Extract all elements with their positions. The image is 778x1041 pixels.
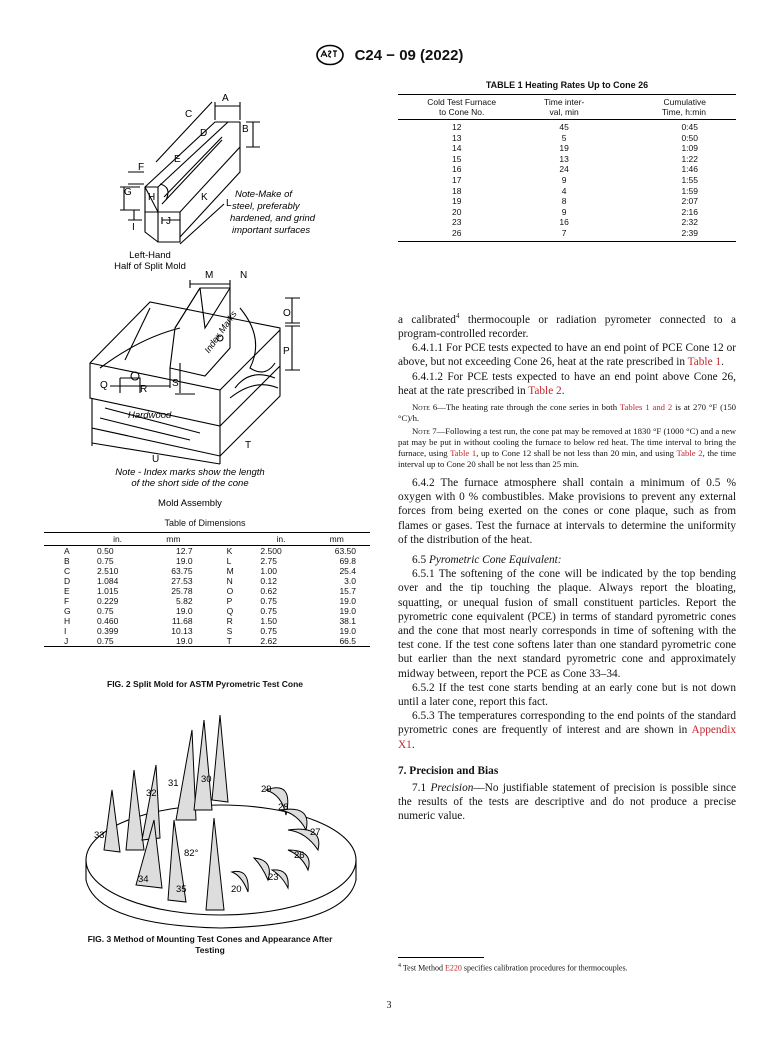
dims-cell: O xyxy=(226,586,234,596)
dims-cell: N xyxy=(226,576,233,586)
mold-assembly-drawing xyxy=(80,268,320,512)
dims-cell: I xyxy=(64,626,67,636)
dim-label-d: D xyxy=(200,128,208,139)
table1-cell: 19 xyxy=(452,196,462,207)
table1-cell: 24 xyxy=(559,164,569,175)
fig3-caption-line1: FIG. 3 Method of Mounting Test Cones and Appearance After xyxy=(87,934,333,944)
dim-label-o: O xyxy=(283,308,291,319)
dim-label-f: F xyxy=(138,162,145,173)
table1 xyxy=(398,94,736,242)
table1-cell: 8 xyxy=(561,196,567,207)
e220-link[interactable]: E220 xyxy=(444,963,462,973)
paragraph-6-5 xyxy=(398,553,736,567)
note-6 xyxy=(398,402,736,424)
fig2-caption: FIG. 2 Split Mold for ASTM Pyrometric Test Cone xyxy=(107,679,303,689)
dims-cell: H xyxy=(64,616,71,626)
table1-row xyxy=(398,154,736,165)
dims-cell: 12.7 xyxy=(176,546,193,556)
cone-number-23: 23 xyxy=(268,872,279,883)
dims-cell: C xyxy=(64,566,71,576)
cone-number-29: 29 xyxy=(261,784,272,795)
body-text-column xyxy=(398,309,736,824)
note-make-line1: Note-Make of xyxy=(235,189,293,200)
dims-header xyxy=(207,533,259,546)
dims-cell: 0.229 xyxy=(97,596,119,606)
dims-cell: L xyxy=(226,556,232,566)
hardwood-label: Hardwood xyxy=(128,410,172,421)
dim-label-b: B xyxy=(242,124,249,135)
dims-cell: 3.0 xyxy=(344,576,356,586)
designation: C24 − 09 (2022) xyxy=(354,46,464,64)
dims-cell: 0.62 xyxy=(260,586,277,596)
table1-cell: 9 xyxy=(561,206,567,217)
dims-cell: 1.50 xyxy=(260,616,277,626)
table1-cell: 0:45 xyxy=(681,122,698,132)
astm-logo-icon xyxy=(315,44,345,66)
footnote xyxy=(398,963,736,973)
paragraph-6-5-1: 6.5.1 The softening of the cone will be indicated by the top bending over and the tip touching the plaque. Always report the bloating, squatting, or unequal fusion of small constituent particles. Report the pyrometric cone equivalent (PCE) in terms of standard pyrometric cones and the cone that most nearly corresponds in time of softening with the test cone. If the test cone softens later than one standard pyrometric cone but earlier than the next standard pyrometric cone and approximately midway between, report the PCE as Cone 33–34. xyxy=(398,568,736,680)
dims-cell: K xyxy=(226,546,233,556)
dim-label-r: R xyxy=(140,384,148,395)
table1-cell: 13 xyxy=(452,132,462,143)
table1-header xyxy=(398,95,525,120)
note-make-line2: steel, preferably xyxy=(232,201,300,212)
table1-row xyxy=(398,175,736,186)
note-index-line1: Note - Index marks show the length xyxy=(115,467,265,478)
text-span: 7.1 xyxy=(412,782,431,795)
paragraph-calibrated xyxy=(398,309,736,341)
note-label: Note 6 xyxy=(412,401,438,412)
text-span: 6.5 xyxy=(412,554,429,566)
table1-cell: 18 xyxy=(452,185,462,196)
dims-cell: 5.82 xyxy=(176,596,193,606)
table1-row xyxy=(398,186,736,197)
table1-cell: 23 xyxy=(452,217,462,228)
table1-cell: 45 xyxy=(559,122,569,132)
dims-cell: 0.75 xyxy=(260,606,277,616)
dims-row xyxy=(44,596,370,606)
dims-cell: E xyxy=(64,586,70,596)
table1-row xyxy=(398,196,736,207)
dims-cell: Q xyxy=(226,606,234,616)
dims-cell: 38.1 xyxy=(339,616,356,626)
table1-row xyxy=(398,120,736,133)
table2-link[interactable]: Table 2 xyxy=(676,447,703,458)
left-hand-caption-1: Left-Hand xyxy=(129,250,171,261)
dims-cell: 63.75 xyxy=(171,566,193,576)
cone-angle-82: 82° xyxy=(184,848,199,859)
dims-cell: 15.7 xyxy=(339,586,356,596)
table1-cell: 2:16 xyxy=(681,206,698,217)
note-index-line2: of the short side of the cone xyxy=(131,478,249,489)
dims-row xyxy=(44,546,370,557)
paragraph-6-4-1-2 xyxy=(398,370,736,398)
text-span: 6.4.1.1 For PCE tests expected to have an end point of PCE Cone 12 or above, but not exceeding Cone 26, heat at the rate prescribed in xyxy=(398,342,736,369)
dim-label-h: H xyxy=(148,192,156,203)
dims-cell: 1.015 xyxy=(97,586,119,596)
paragraph-6-4-2: 6.4.2 The furnace atmosphere shall contain a minimum of 0.5 % oxygen with 0 % combustibles. Make provisions to prevent any external forces from being exerted on the cones or cone plaque, such as from flames or gases. Test the furnace at intervals to determine the uniformity of the distribution of the heat. xyxy=(398,476,736,546)
table1-cell: 17 xyxy=(452,174,462,185)
document-header xyxy=(0,44,778,66)
table1-cell: 12 xyxy=(452,122,462,132)
dims-header: mm xyxy=(303,533,370,546)
table1-link[interactable]: Table 1 xyxy=(450,447,477,458)
dim-label-n: N xyxy=(240,270,248,281)
index-marks-label: Index Marks xyxy=(202,308,239,355)
table1-cell: 2:07 xyxy=(681,196,698,207)
dims-cell: 19.0 xyxy=(339,596,356,606)
cone-number-32: 32 xyxy=(146,788,157,799)
cone-number-30: 30 xyxy=(201,774,212,785)
dim-label-j: J xyxy=(166,216,171,227)
table1-header-row xyxy=(398,95,736,120)
dim-label-i: I xyxy=(132,222,135,233)
table1-header xyxy=(603,95,736,120)
dims-header: mm xyxy=(140,533,206,546)
paragraph-7-1 xyxy=(398,781,736,824)
table1-cell: 13 xyxy=(559,153,569,164)
dims-cell: M xyxy=(226,566,234,576)
table1-cell: 0:50 xyxy=(681,132,698,143)
dims-cell: P xyxy=(226,596,233,606)
note-make-line4: important surfaces xyxy=(232,225,311,236)
dims-cell: 0.75 xyxy=(97,606,114,616)
cone-number-33: 33 xyxy=(94,830,105,841)
table1-cell: 14 xyxy=(452,143,462,154)
text-span: . xyxy=(561,384,565,397)
dim-label-q: Q xyxy=(100,380,108,391)
fig3-caption-line2: Testing xyxy=(195,945,225,955)
dim-label-l: L xyxy=(226,198,232,209)
dims-table-title: Table of Dimensions xyxy=(164,518,246,528)
table1-header-line: to Cone No. xyxy=(439,107,485,117)
dims-cell: 0.75 xyxy=(95,636,140,647)
dim-label-s: S xyxy=(172,378,179,389)
dims-cell: 63.50 xyxy=(334,546,356,556)
left-hand-caption-2: Half of Split Mold xyxy=(114,261,186,272)
dims-cell: B xyxy=(64,556,70,566)
table1-link[interactable]: Table 1 xyxy=(687,356,722,369)
dims-row xyxy=(44,606,370,616)
text-span: 6.4.1.2 For PCE tests expected to have an end point above Cone 26, heat at the rate prescribed in xyxy=(398,370,736,397)
paragraph-6-5-2: 6.5.2 If the test cone starts bending at an early cone but is not down until a later cone, report this fact. xyxy=(398,681,736,709)
cone-number-27: 27 xyxy=(310,827,321,838)
dim-label-e: E xyxy=(174,154,181,165)
dims-cell: 1.00 xyxy=(260,566,277,576)
text-span: Test Method xyxy=(401,963,445,973)
dims-cell: 11.68 xyxy=(171,616,193,626)
table1-cell: 5 xyxy=(561,132,567,143)
dim-label-p: P xyxy=(283,346,290,357)
dims-cell: R xyxy=(226,616,233,626)
dims-cell: 19.0 xyxy=(339,626,356,636)
text-span: thermocouple or radiation pyrometer connected to a program-controlled recorder. xyxy=(398,313,736,340)
table1-cell: 15 xyxy=(452,153,462,164)
table1-cell: 19 xyxy=(559,143,569,154)
table1-header-line: Cumulative xyxy=(663,97,706,107)
dims-row xyxy=(44,566,370,576)
dims-cell: 2.62 xyxy=(258,636,303,647)
dims-cell: 19.0 xyxy=(176,556,193,566)
table1-cell: 16 xyxy=(452,164,462,175)
dims-cell: 0.75 xyxy=(97,556,114,566)
section-title: Pyrometric Cone Equivalent: xyxy=(428,554,562,566)
dim-label-u: U xyxy=(152,454,160,465)
dims-cell: 0.50 xyxy=(97,546,114,556)
paragraph-6-5-3 xyxy=(398,709,736,752)
text-span: —The heating rate through the cone series in both xyxy=(437,401,620,412)
dims-cell: F xyxy=(64,596,70,606)
dims-cell: S xyxy=(226,626,233,636)
dims-cell: J xyxy=(44,636,95,647)
dims-cell: 10.13 xyxy=(171,626,193,636)
dims-cell: T xyxy=(207,636,259,647)
table1-cell: 1:46 xyxy=(681,164,698,175)
dim-label-g: G xyxy=(124,187,132,198)
dims-row xyxy=(44,636,370,647)
dims-row xyxy=(44,556,370,566)
dims-cell: D xyxy=(64,576,71,586)
dims-cell: 19.0 xyxy=(339,606,356,616)
dims-row xyxy=(44,576,370,586)
text-span: , up to Cone 12 shall be not less than 20 min, and using xyxy=(476,447,677,458)
dims-cell: 2.75 xyxy=(260,556,277,566)
cone-number-28: 28 xyxy=(278,802,289,813)
table1-row xyxy=(398,164,736,175)
text-span: is at 270 °F (150 °C)/h. xyxy=(398,401,737,423)
dims-cell: 19.0 xyxy=(176,606,193,616)
section-title: Precision xyxy=(430,782,474,795)
dims-cell: 0.399 xyxy=(97,626,119,636)
appendix-x1-link[interactable]: Appendix X1 xyxy=(398,724,736,751)
split-mold-drawing xyxy=(100,92,360,282)
note-make-line3: hardened, and grind xyxy=(230,213,316,224)
paragraph-6-4-1-1 xyxy=(398,341,736,369)
table1-row xyxy=(398,217,736,228)
cone-plaque-drawing xyxy=(76,710,366,932)
table1-cell: 9 xyxy=(561,174,567,185)
text-span: a calibrated xyxy=(398,313,456,326)
text-span: . xyxy=(411,738,415,751)
section-7-heading: 7. Precision and Bias xyxy=(398,764,499,777)
dims-cell: 25.4 xyxy=(339,566,356,576)
dims-header: in. xyxy=(95,533,140,546)
table1-cell: 1:22 xyxy=(681,153,698,164)
cone-number-26: 26 xyxy=(294,850,305,861)
cone-number-35: 35 xyxy=(176,884,187,895)
mold-assembly-label: Mold Assembly xyxy=(158,498,222,509)
dims-cell: A xyxy=(64,546,70,556)
dims-header xyxy=(44,533,95,546)
dims-row xyxy=(44,626,370,636)
note-label: Note 7 xyxy=(412,425,437,436)
table1-row xyxy=(398,133,736,144)
table1-cell: 1:55 xyxy=(681,174,698,185)
dims-header-row xyxy=(44,533,370,546)
dims-cell: 25.78 xyxy=(171,586,193,596)
dims-cell: 0.12 xyxy=(260,576,277,586)
dim-label-a: A xyxy=(222,93,229,104)
cone-number-20: 20 xyxy=(231,884,242,895)
fig3-caption xyxy=(40,934,380,956)
dim-label-c: C xyxy=(185,109,193,120)
table1-cell: 1:59 xyxy=(681,185,698,196)
table1-header xyxy=(525,95,603,120)
table1-cell: 20 xyxy=(452,206,462,217)
footnote-marker: 4 xyxy=(398,963,401,969)
cone-number-34: 34 xyxy=(138,874,149,885)
text-span: 6.5.3 The temperatures corresponding to the end points of the standard pyrometric cones are frequently of interest and are shown in xyxy=(398,710,736,737)
table1-cell: 7 xyxy=(525,228,603,241)
dims-cell: 0.75 xyxy=(260,626,277,636)
note-7 xyxy=(398,426,736,470)
dims-cell: 66.5 xyxy=(303,636,370,647)
footnote-rule xyxy=(398,957,484,958)
cone-number-31: 31 xyxy=(168,778,179,789)
dims-table xyxy=(44,532,370,647)
dims-header: in. xyxy=(258,533,303,546)
table1-cell: 1:09 xyxy=(681,143,698,154)
table1-row xyxy=(398,207,736,218)
tables-link[interactable]: Tables 1 and 2 xyxy=(619,401,673,412)
dims-cell: 69.8 xyxy=(339,556,356,566)
dims-cell: 0.75 xyxy=(260,596,277,606)
dims-cell: 19.0 xyxy=(140,636,206,647)
table1-title: TABLE 1 Heating Rates Up to Cone 26 xyxy=(485,80,649,90)
dim-label-k: K xyxy=(201,192,208,203)
dim-label-m: M xyxy=(205,270,214,281)
table1-header-line: Cold Test Furnace xyxy=(427,97,497,107)
page-number: 3 xyxy=(386,1000,392,1011)
footnote-ref[interactable]: 4 xyxy=(455,312,460,320)
text-span: , the time interval up to Cone 20 shall be not less than 25 min. xyxy=(398,447,736,469)
table2-link[interactable]: Table 2 xyxy=(528,384,562,397)
table1-header-line: val, min xyxy=(549,107,579,117)
text-span: —Following a test run, the cone pat may be removed at 1830 °F (1000 °C) and a new pat may be put in without cooling the furnace to below red heat. The time interval to bring the furnace, using xyxy=(398,425,737,458)
table1-cell: 2:32 xyxy=(681,217,698,228)
table1-cell: 16 xyxy=(559,217,569,228)
table1-cell: 4 xyxy=(561,185,567,196)
table1-cell: 26 xyxy=(398,228,525,241)
dims-cell: 2.500 xyxy=(260,546,282,556)
dim-label-t: T xyxy=(245,440,252,451)
dims-cell: 2.510 xyxy=(97,566,119,576)
table1-row xyxy=(398,228,736,241)
dims-cell: 0.460 xyxy=(97,616,119,626)
text-span: specifies calibration procedures for thermocouples. xyxy=(461,963,628,973)
table1-cell: 2:39 xyxy=(603,228,736,241)
table1-header-line: Time inter- xyxy=(543,97,585,107)
text-span: . xyxy=(721,356,724,369)
dims-cell: 27.53 xyxy=(171,576,193,586)
table1-row xyxy=(398,143,736,154)
text-span: —No justifiable statement of precision is possible since the results of the tests are descriptive and do not produce a precise numeric value. xyxy=(398,782,737,823)
dims-cell: 1.084 xyxy=(97,576,119,586)
table1-header-line: Time, h:min xyxy=(661,107,706,117)
dims-cell: G xyxy=(64,606,71,616)
dims-row xyxy=(44,586,370,596)
dims-row xyxy=(44,616,370,626)
